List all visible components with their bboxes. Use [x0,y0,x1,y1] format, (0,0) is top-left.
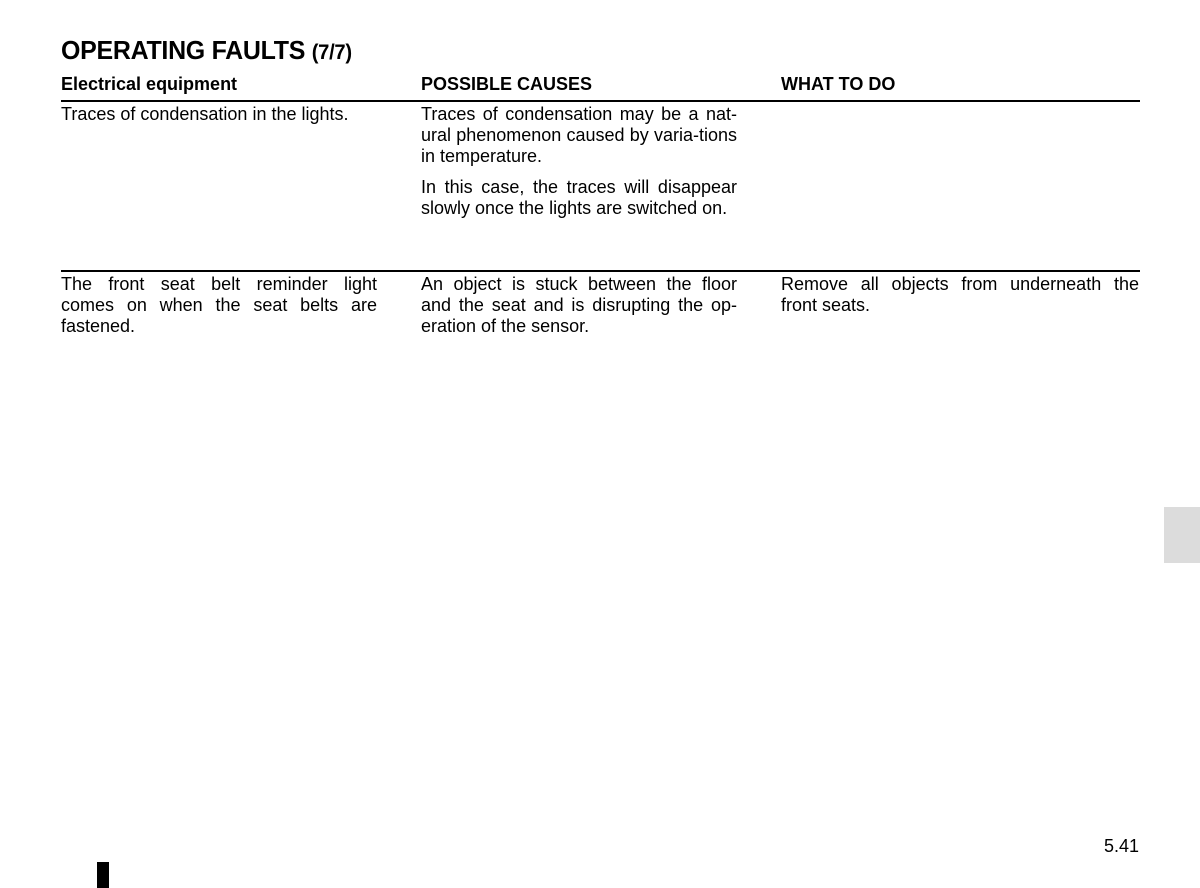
page-title-text: OPERATING FAULTS [61,35,306,66]
table-row-1-fault [61,104,377,125]
fault-text: Traces of condensation in the lights. [61,104,349,124]
page-corner-mark [97,862,109,888]
cause-paragraph: Traces of condensation may be a nat-ural phenomenon caused by varia-tions in temperature. [421,104,737,167]
header-divider [61,100,1140,102]
row-divider [61,270,1140,272]
table-row-2-action [781,274,1139,316]
page-title [61,35,352,66]
page-part-indicator: (7/7) [311,41,352,65]
table-row-1-causes [421,104,737,219]
page-number: 5.41 [1104,836,1140,856]
table-row-2-causes [421,274,737,338]
column-header-action: WHAT TO DO [781,74,896,94]
cause-paragraph: In this case, the traces will disappear slowly once the lights are switched on. [421,176,737,218]
column-header-causes: POSSIBLE CAUSES [421,74,593,94]
fault-text: The front seat belt reminder light comes on when the seat belts are fastened. [61,274,377,337]
action-text: Remove all objects from underneath the front seats. [781,274,1139,316]
table-row-2-fault [61,274,377,338]
section-tab-marker [1164,507,1200,563]
column-header-equipment: Electrical equipment [61,74,238,94]
cause-paragraph: An object is stuck between the floor and the seat and is disrupting the op-eration of the sensor. [421,274,737,337]
